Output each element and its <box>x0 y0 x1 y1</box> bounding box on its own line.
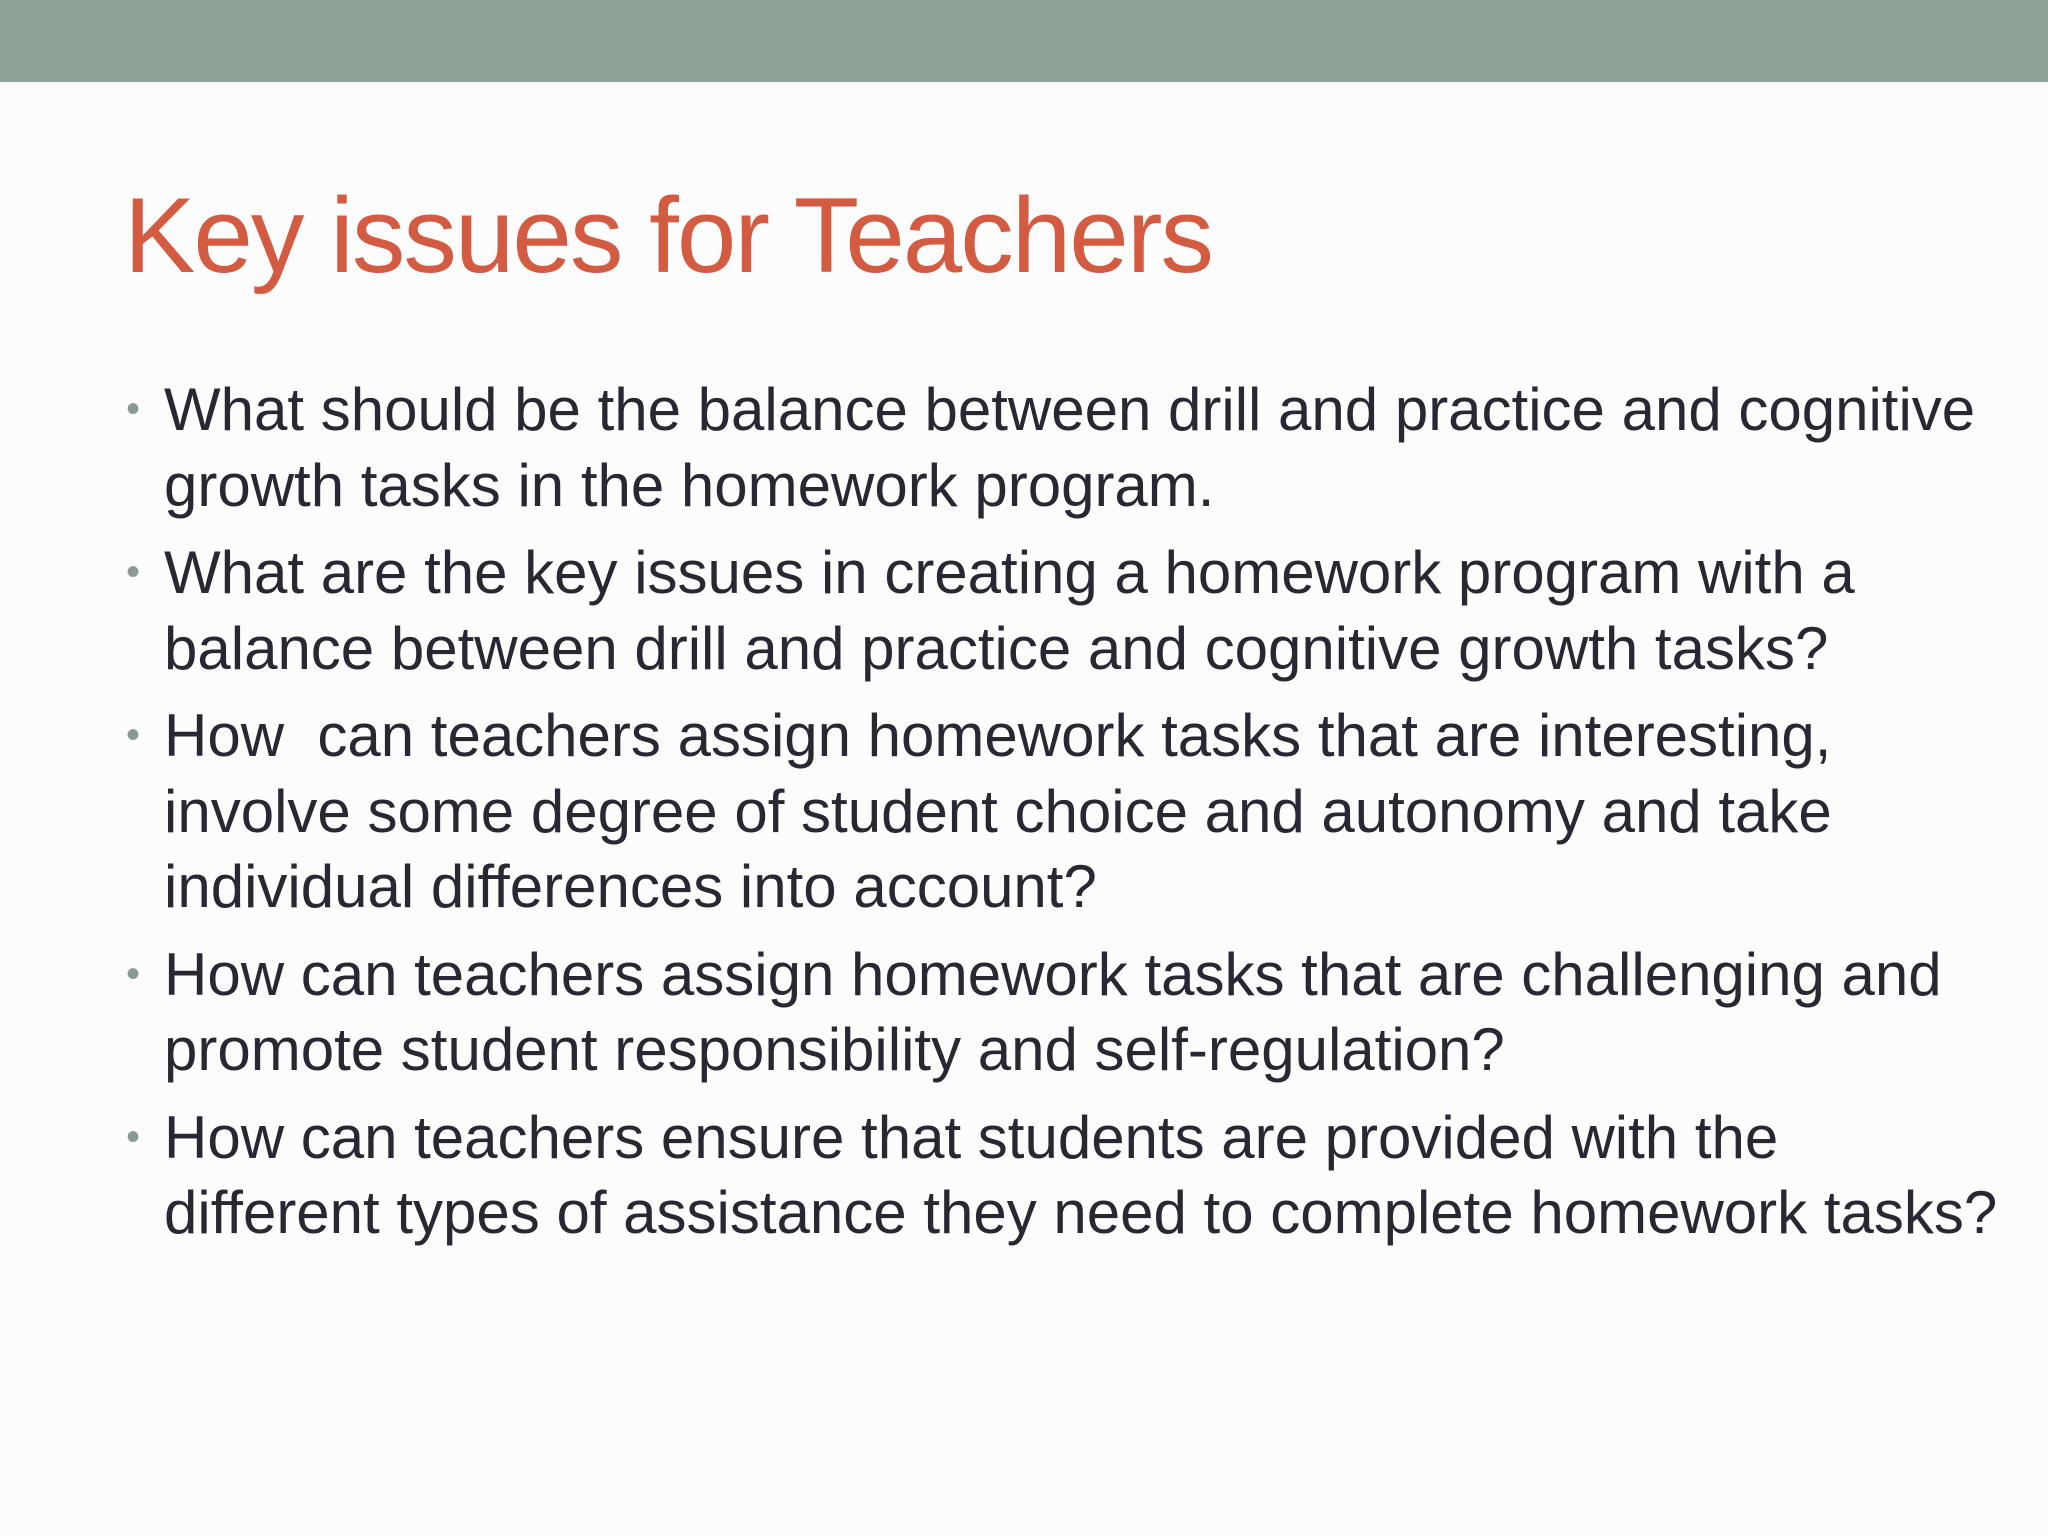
bullet-text: What should be the balance between drill and practice and cognitive growth tasks in the homework program. <box>164 376 1976 519</box>
bullet-item <box>118 937 1998 1088</box>
bullet-text: How can teachers assign homework tasks that are challenging and promote student responsibility and self-regulation? <box>164 940 1942 1083</box>
bullet-text: How can teachers ensure that students are provided with the different types of assistance they need to complete homework tasks? <box>164 1103 1998 1246</box>
bullet-dot-icon: • <box>126 1114 141 1159</box>
bullet-dot-icon: • <box>126 387 141 431</box>
bullet-dot-icon: • <box>126 713 141 757</box>
bullet-item <box>118 1100 1998 1251</box>
bullet-list <box>118 372 1998 1263</box>
bullet-text: How can teachers assign homework tasks that are interesting, involve some degree of student choice and autonomy and take individual differences into account? <box>164 702 1849 920</box>
bullet-dot-icon: • <box>126 951 141 996</box>
bullet-dot-icon: • <box>126 550 141 594</box>
bullet-item <box>118 535 1998 686</box>
bullet-text: What are the key issues in creating a homework program with a balance between drill and practice and cognitive growth tasks? <box>164 539 1855 682</box>
bullet-item <box>118 372 1998 523</box>
bullet-item <box>118 698 1998 925</box>
top-accent-bar <box>0 0 2048 82</box>
slide-title: Key issues for Teachers <box>124 175 1212 295</box>
